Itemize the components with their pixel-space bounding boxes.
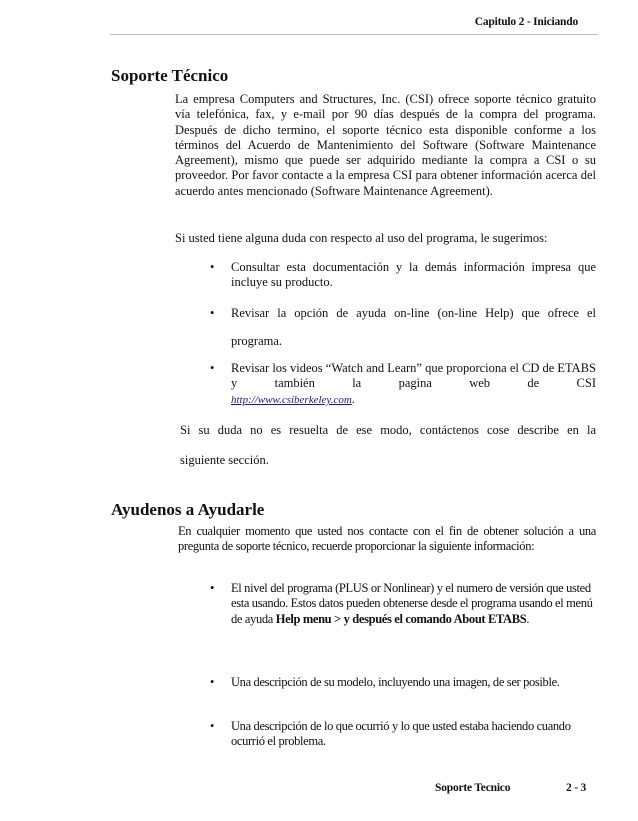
bullet-glyph: • [210, 719, 215, 733]
unresolved-line-2: siguiente sección. [180, 453, 269, 467]
program-level-text: El nivel del programa (PLUS or Nonlinear) y el numero de versión que usted esta usando. Estos datos pueden obtenerse desde el programa usando el menú de ayuda [231, 581, 593, 626]
bullet-glyph: • [210, 361, 215, 375]
bullet-glyph: • [210, 675, 215, 689]
unresolved-line-1: Si su duda no es resuelta de ese modo, contáctenos cose describe en la [180, 423, 596, 437]
suggestion-intro: Si usted tiene alguna duda con respecto al uso del programa, le sugerimos: [175, 231, 548, 245]
soporte-paragraph: La empresa Computers and Structures, Inc. (CSI) ofrece soporte técnico gratuito vía telefónica, fax, y e-mail por 90 días después de la compra del programa. Después de dicho termino, el soporte técnico esta disponible conforme a los términos del Acuerdo de Mantenimiento del Software (Software Maintenance Agreement), mismo que puede ser adquirido mediante la compra a CSI o su proveedor. Por favor contacte a la empresa CSI para obtener información acerca del acuerdo antes mencionado (Software Maintenance Agreement). [175, 92, 596, 198]
footer-section-name: Soporte Tecnico [435, 782, 511, 794]
link-period: . [351, 392, 355, 406]
page-number: 2 - 3 [566, 782, 587, 794]
csi-website-link[interactable]: http://www.csiberkeley.com [231, 394, 352, 406]
program-level-period: . [526, 611, 530, 626]
section-title-ayudenos: Ayudenos a Ayudarle [111, 500, 265, 519]
bullet-online-help-cont: programa. [231, 334, 283, 348]
bullet-program-level [231, 581, 596, 627]
bullet-glyph: • [210, 306, 215, 320]
bullet-problem-description: Una descripción de lo que ocurrió y lo que usted estaba haciendo cuando ocurrió el problema. [231, 719, 571, 749]
bullet-consult-docs: Consultar esta documentación y la demás información impresa que incluye su producto. [231, 260, 596, 290]
bullet-glyph: • [210, 260, 215, 274]
bullet-online-help: Revisar la opción de ayuda on-line (on-line Help) que ofrece el [231, 306, 596, 320]
section-title-soporte: Soporte Técnico [111, 66, 229, 85]
help-menu-command: Help menu > y después el comando About ETABS [275, 611, 527, 626]
bullet-model-description: Una descripción de su modelo, incluyendo una imagen, de ser posible. [231, 675, 560, 689]
bullet-glyph: • [210, 581, 215, 595]
bullet-videos: Revisar los videos “Watch and Learn” que proporciona el CD de ETABS y también la pagina web de CSI [231, 361, 596, 391]
header-divider [110, 34, 598, 35]
csi-link-line [231, 392, 596, 408]
chapter-header: Capitulo 2 - Iniciando [474, 16, 578, 28]
ayudenos-paragraph: En cualquier momento que usted nos contacte con el fin de obtener solución a una pregunta de soporte técnico, recuerde proporcionar la siguiente información: [178, 524, 596, 554]
